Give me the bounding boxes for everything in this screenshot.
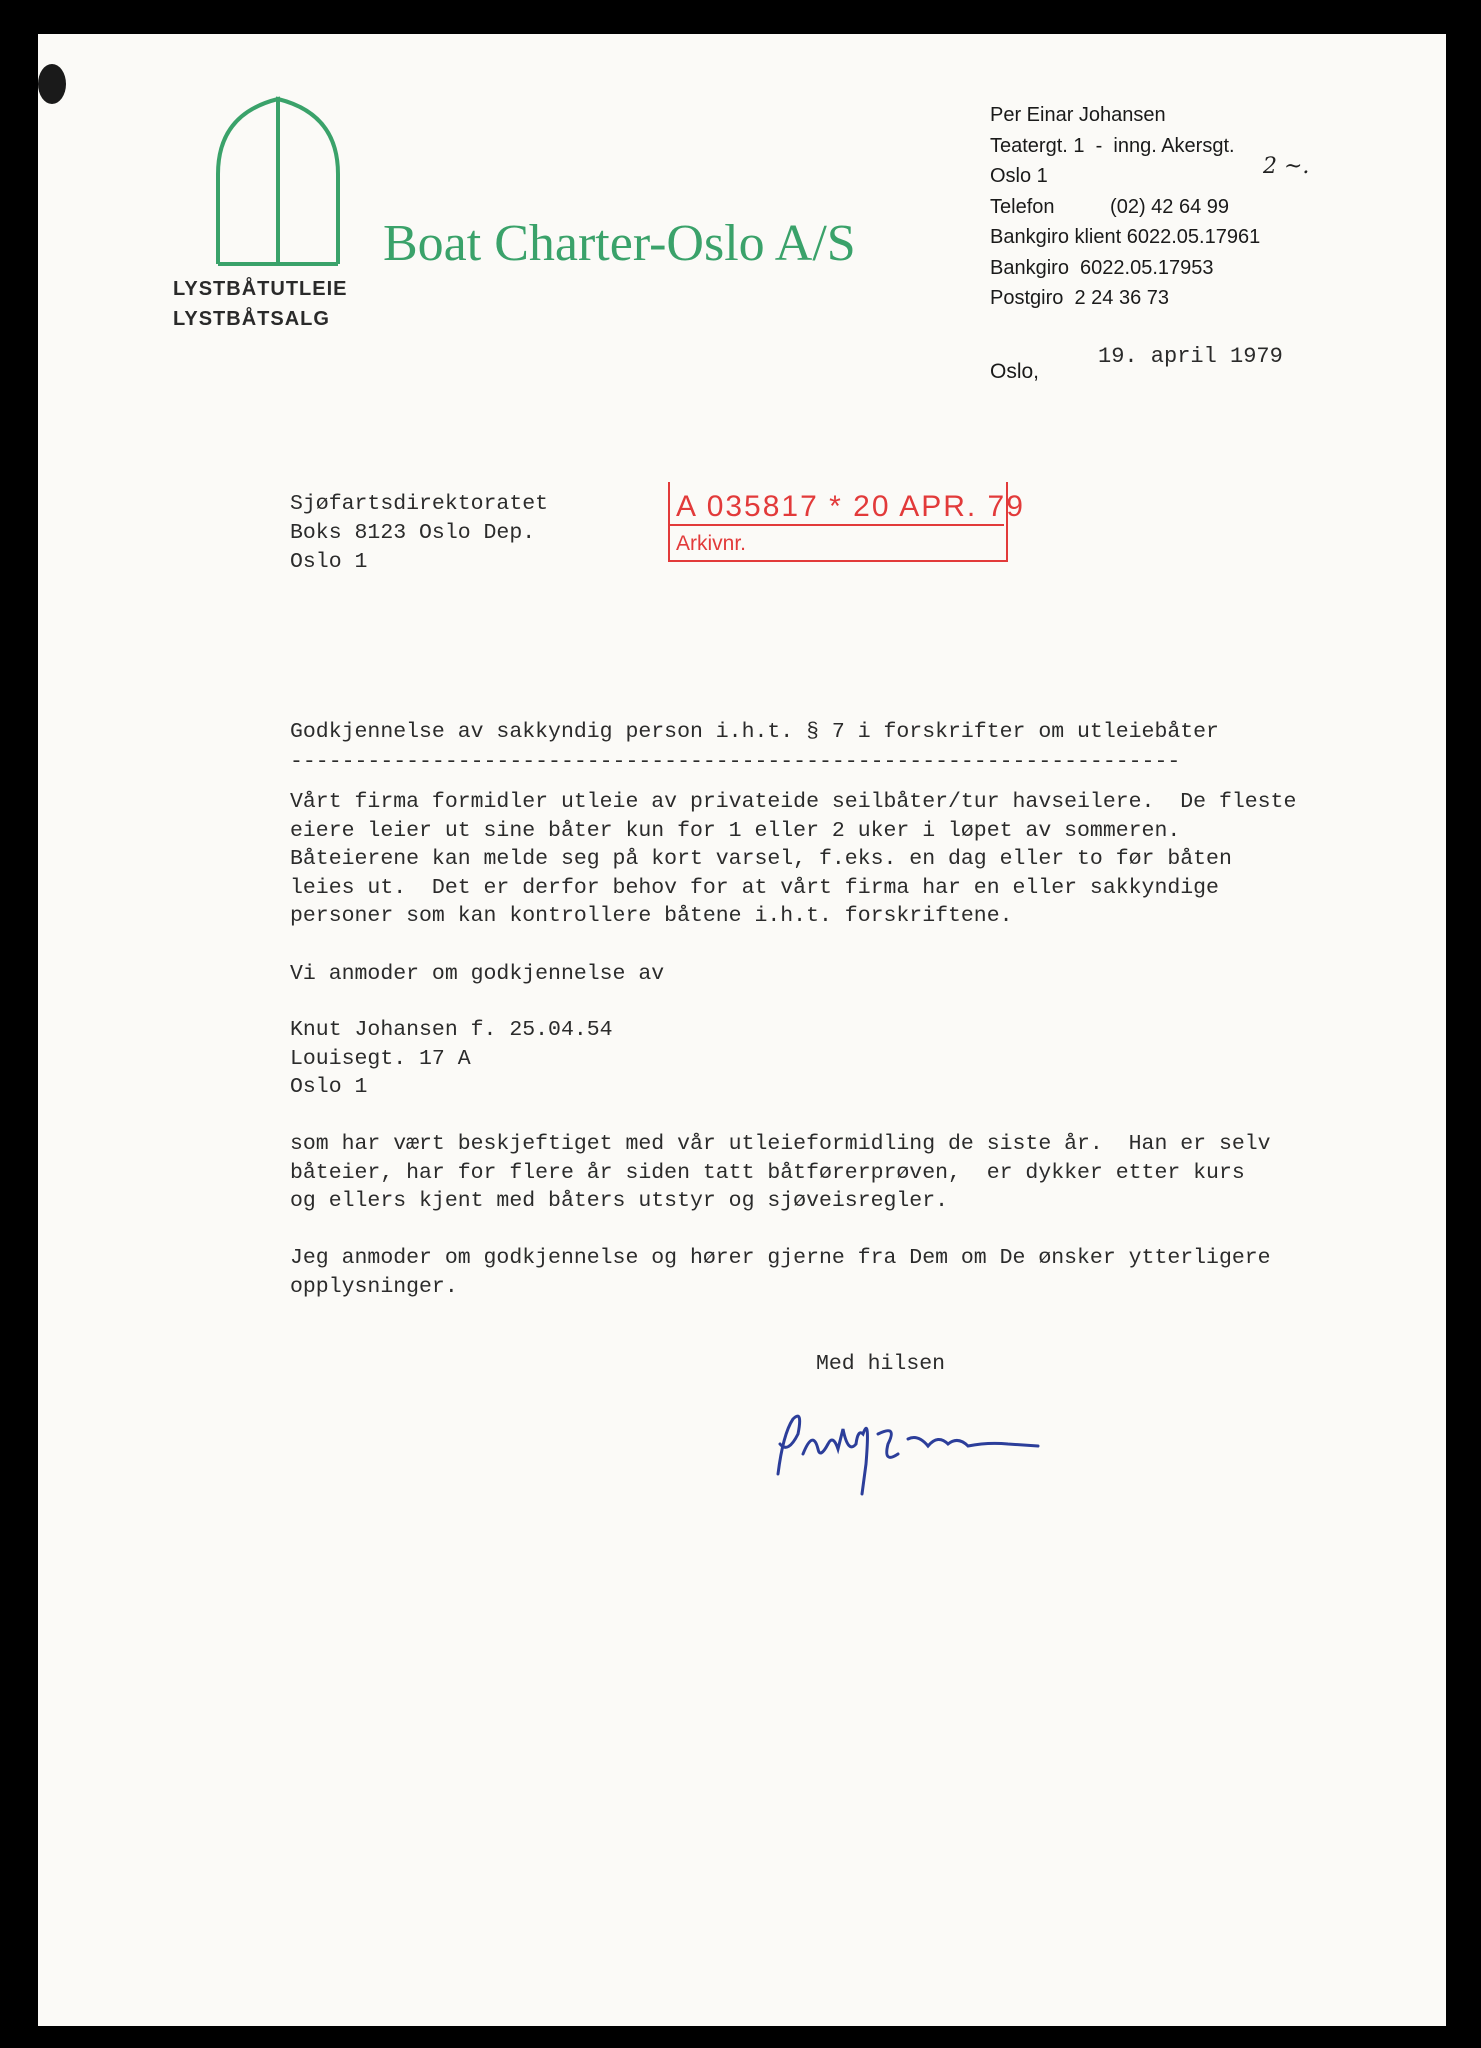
contact-block <box>990 100 1260 314</box>
archive-stamp <box>668 450 1025 564</box>
text-line: personer som kan kontrollere båtene i.h.t. forskriftene. <box>290 904 1013 928</box>
text-line: eiere leier ut sine båter kun for 1 eller 2 uker i løpet av sommeren. <box>290 818 1181 843</box>
contact-line: Bankgiro 6022.05.17953 <box>990 256 1214 279</box>
text-line: som har vært beskjeftiget med vår utleieformidling de siste år. Han er selv <box>290 1132 1271 1156</box>
handwritten-signature <box>758 1374 1058 1504</box>
logo-line-rental: LYSTBÅTUTLEIE <box>173 278 348 300</box>
recipient-line: Sjøfartsdirektoratet <box>290 492 549 516</box>
recipient-line: Boks 8123 Oslo Dep. <box>290 521 536 545</box>
subject-line: Godkjennelse av sakkyndig person i.h.t. § 7 i forskrifter om utleiebåter <box>290 720 1219 744</box>
handwritten-margin-mark: 2 ~. <box>1263 154 1310 179</box>
paragraph-2: Vi anmoder om godkjennelse av <box>290 962 665 986</box>
text-line: opplysninger. <box>290 1274 458 1299</box>
contact-line: Teatergt. 1 - inng. Akersgt. <box>990 134 1235 157</box>
recipient-address <box>290 490 548 577</box>
company-name: Boat Charter-Oslo A/S <box>383 215 856 272</box>
subject-underline: --------------------------------------------------------------------- <box>290 750 1181 774</box>
contact-line: Bankgiro klient 6022.05.17961 <box>990 226 1261 248</box>
closing-greeting: Med hilsen <box>816 1352 946 1376</box>
text-line: leies ut. Det er derfor behov for at vårt firma har en eller sakkyndige <box>290 875 1219 900</box>
paragraph-1 <box>290 788 1296 931</box>
text-line: Knut Johansen f. 25.04.54 <box>290 1018 613 1042</box>
text-line: båteier, har for flere år siden tatt båtførerprøven, er dykker etter kurs <box>290 1160 1245 1185</box>
contact-line: Oslo 1 <box>990 165 1048 187</box>
text-line: Oslo 1 <box>290 1075 368 1099</box>
logo-line-sales: LYSTBÅTSALG <box>173 308 330 330</box>
text-line: Vårt firma formidler utleie av privateide seilbåter/tur havseilere. De fleste <box>290 790 1297 814</box>
place-label: Oslo, <box>990 360 1040 383</box>
text-line: og ellers kjent med båters utstyr og sjøveisregler. <box>290 1189 949 1213</box>
letter-date: 19. april 1979 <box>1098 344 1283 369</box>
stamp-label: Arkivnr. <box>676 532 747 555</box>
contact-line: Per Einar Johansen <box>990 104 1166 126</box>
text-line: Båteierene kan melde seg på kort varsel, f.eks. en dag eller to før båten <box>290 847 1232 871</box>
recipient-line: Oslo 1 <box>290 550 368 574</box>
contact-line: Telefon (02) 42 64 99 <box>990 195 1230 218</box>
text-line: Jeg anmoder om godkjennelse og hører gjerne fra Dem om De ønsker ytterligere <box>290 1246 1271 1270</box>
letter-page <box>38 34 1446 2026</box>
paragraph-3 <box>290 1130 1271 1216</box>
text-line: Louisegt. 17 A <box>290 1046 471 1071</box>
binder-hole-mark <box>38 64 66 104</box>
contact-line: Postgiro 2 24 36 73 <box>990 287 1170 309</box>
sail-logo-icon <box>208 94 368 274</box>
paragraph-4 <box>290 1244 1271 1301</box>
stamp-divider <box>668 524 1004 526</box>
person-details <box>290 1016 613 1102</box>
stamp-number: A 035817 * 20 APR. 79 <box>676 490 1025 523</box>
